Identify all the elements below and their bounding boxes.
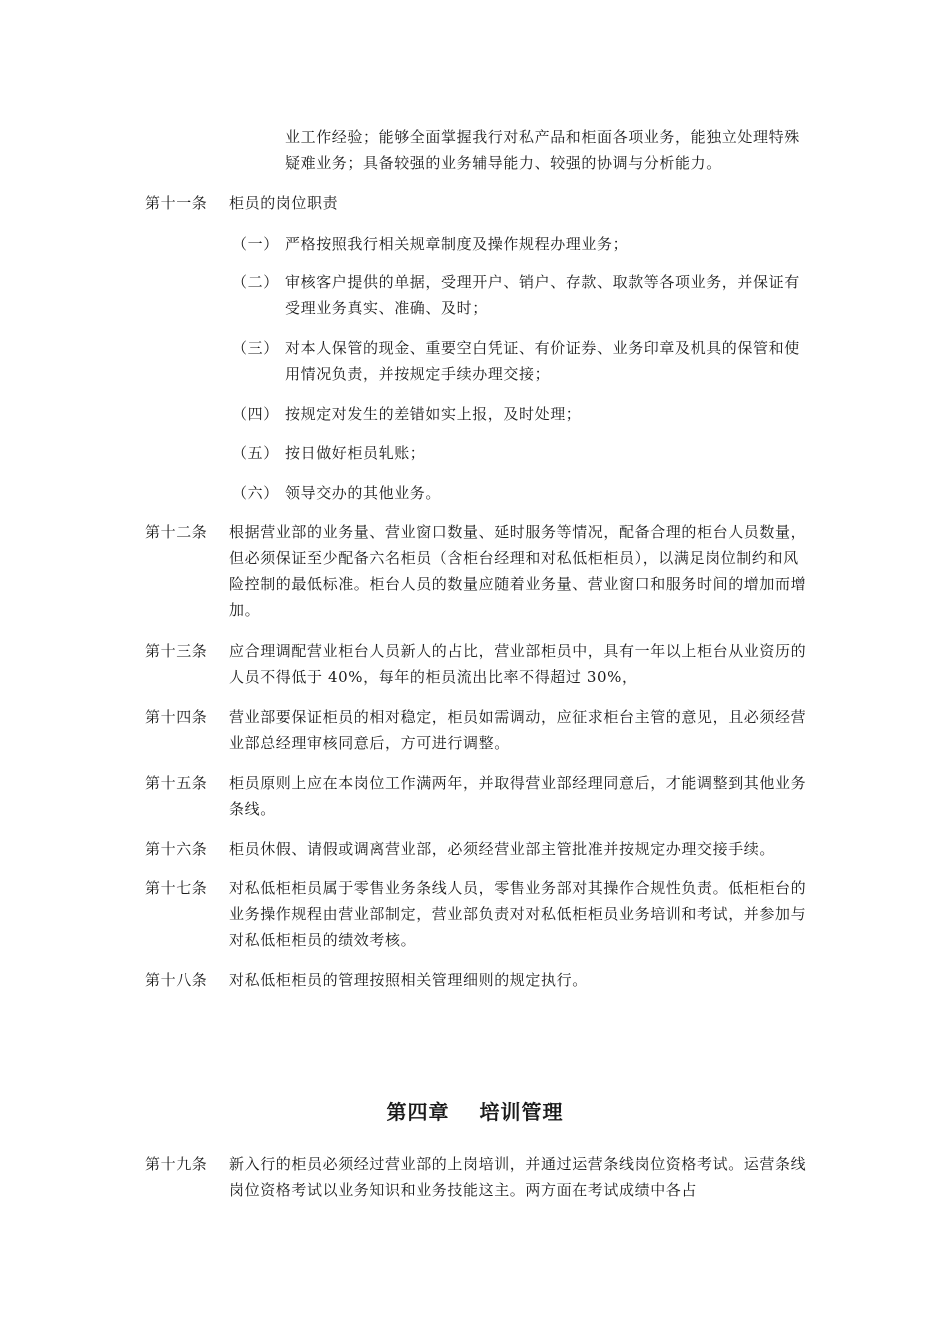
continuation-paragraph: 业工作经验；能够全面掌握我行对私产品和柜面各项业务，能独立处理特殊疑难业务；具备较强的业务辅导能力、较强的协调与分析能力。 [285, 128, 800, 172]
article-label: 第十五条 [145, 774, 208, 792]
chapter-number: 第四章 [386, 1100, 450, 1124]
article-title: 柜员的岗位职责 [229, 194, 339, 212]
article-text: 营业部要保证柜员的相对稳定，柜员如需调动，应征求柜台主管的意见，且必须经营业部总经理审核同意后，方可进行调整。 [229, 708, 807, 752]
article-18 [145, 967, 810, 993]
article-label: 第十四条 [145, 708, 208, 726]
item-text: 按日做好柜员轧账； [285, 444, 426, 462]
duty-item [232, 231, 810, 257]
duty-item [232, 480, 810, 506]
article-text: 应合理调配营业柜台人员新人的占比，营业部柜员中，具有一年以上柜台从业资历的人员不得低于 40%，每年的柜员流出比率不得超过 30%， [229, 642, 807, 686]
article-19 [145, 1151, 810, 1203]
article-label: 第十三条 [145, 642, 208, 660]
item-number: （二） [232, 273, 279, 291]
item-number: （四） [232, 405, 279, 423]
article-text: 根据营业部的业务量、营业窗口数量、延时服务等情况，配备合理的柜台人员数量，但必须保证至少配备六名柜员（含柜台经理和对私低柜柜员），以满足岗位制约和风险控制的最低标准。柜台人员的数量应随着业务量、营业窗口和服务时间的增加而增加。 [229, 523, 807, 619]
chapter-heading [0, 1096, 950, 1125]
item-number: （五） [232, 444, 279, 462]
article-11 [145, 190, 810, 216]
item-text: 严格按照我行相关规章制度及操作规程办理业务； [285, 235, 629, 253]
article-text: 柜员原则上应在本岗位工作满两年，并取得营业部经理同意后，才能调整到其他业务条线。 [229, 774, 807, 818]
article-text: 对私低柜柜员属于零售业务条线人员，零售业务部对其操作合规性负责。低柜柜台的业务操作规程由营业部制定，营业部负责对对私低柜柜员业务培训和考试，并参加与对私低柜柜员的绩效考核。 [229, 879, 807, 949]
item-number: （六） [232, 484, 279, 502]
article-text: 柜员休假、请假或调离营业部，必须经营业部主管批准并按规定办理交接手续。 [229, 840, 776, 858]
item-text: 审核客户提供的单据，受理开户、销户、存款、取款等各项业务，并保证有受理业务真实、准确、及时； [285, 273, 800, 317]
duty-item [232, 335, 810, 387]
chapter-title: 培训管理 [479, 1100, 564, 1124]
item-text: 按规定对发生的差错如实上报，及时处理； [285, 405, 582, 423]
duty-item [232, 401, 810, 427]
article-label: 第十九条 [145, 1155, 208, 1173]
article-label: 第十一条 [145, 194, 208, 212]
article-17 [145, 875, 810, 953]
article-16 [145, 836, 810, 862]
article-text: 新入行的柜员必须经过营业部的上岗培训，并通过运营条线岗位资格考试。运营条线岗位资格考试以业务知识和业务技能这主。两方面在考试成绩中各占 [229, 1155, 807, 1199]
item-number: （一） [232, 235, 279, 253]
article-12 [145, 519, 810, 623]
item-number: （三） [232, 339, 279, 357]
duty-item [232, 440, 810, 466]
article-text: 对私低柜柜员的管理按照相关管理细则的规定执行。 [229, 971, 588, 989]
item-text: 对本人保管的现金、重要空白凭证、有价证券、业务印章及机具的保管和使用情况负责，并按规定手续办理交接； [285, 339, 800, 383]
article-13 [145, 638, 810, 690]
article-label: 第十八条 [145, 971, 208, 989]
article-15 [145, 770, 810, 822]
article-14 [145, 704, 810, 756]
article-label: 第十二条 [145, 523, 208, 541]
duty-item [232, 269, 810, 321]
article-label: 第十六条 [145, 840, 208, 858]
item-text: 领导交办的其他业务。 [285, 484, 442, 502]
article-label: 第十七条 [145, 879, 208, 897]
